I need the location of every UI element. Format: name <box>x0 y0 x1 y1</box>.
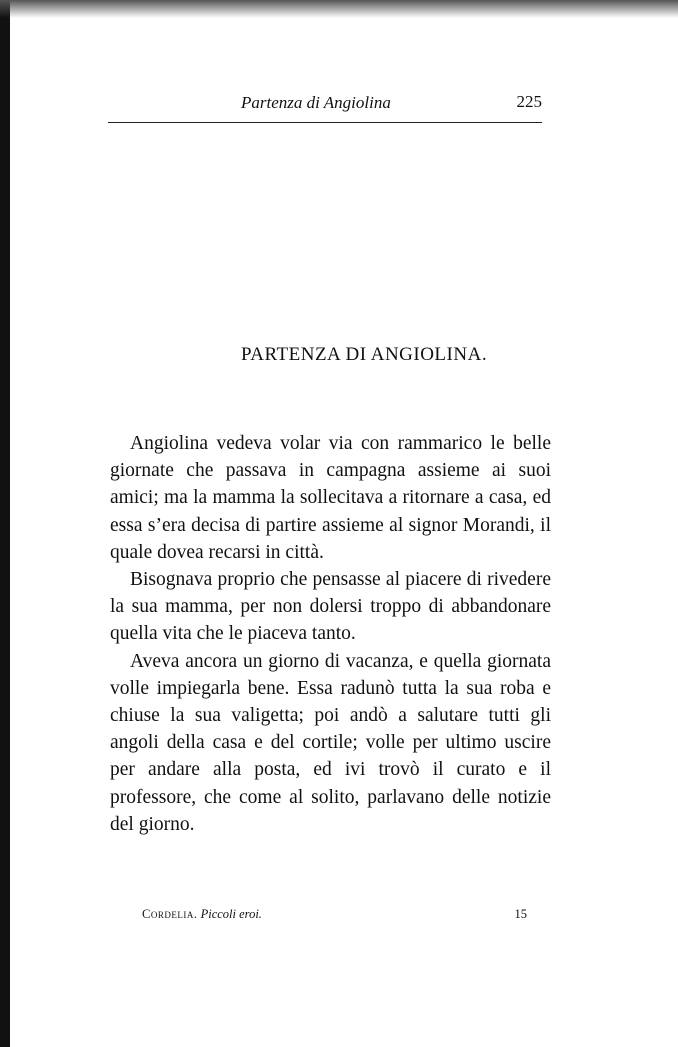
page-number: 225 <box>516 92 542 111</box>
body-text <box>110 430 551 838</box>
running-title: Partenza di Angiolina <box>241 93 391 112</box>
page-top-shadow <box>0 0 678 18</box>
paragraph-1: Angiolina vedeva volar via con rammarico le belle giornate che passava in campagna assieme ai suoi amici; ma la mamma la sollecitava a ritornare a casa, ed essa s’era decisa di partire assieme al signor Morandi, il quale dovea recarsi in città. <box>110 433 551 563</box>
sheet-number: 15 <box>514 907 527 921</box>
paragraph-2: Bisognava proprio che pensasse al piacere di rivedere la sua mamma, per non dolersi troppo di abbandonare quella vita che le piaceva tanto. <box>110 569 551 645</box>
header-rule <box>108 122 542 123</box>
page-header <box>108 90 542 124</box>
chapter-title: PARTENZA DI ANGIOLINA. <box>240 344 488 365</box>
printer-signature <box>142 907 262 922</box>
signature-book-title: Piccoli eroi. <box>200 907 262 921</box>
page-footer <box>142 907 527 927</box>
paragraph-3: Aveva ancora un giorno di vacanza, e quella giornata volle impiegarla bene. Essa radunò tutta la sua roba e chiuse la sua valigetta; poi andò a salutare tutti gli angoli della casa e del cortile; volle per ultimo uscire per andare alla posta, ed ivi trovò il curato e il professore, che come al solito, parlavano delle notizie del giorno. <box>110 650 551 835</box>
page-binding-edge <box>0 0 10 1047</box>
signature-author: Cordelia. <box>142 907 198 921</box>
